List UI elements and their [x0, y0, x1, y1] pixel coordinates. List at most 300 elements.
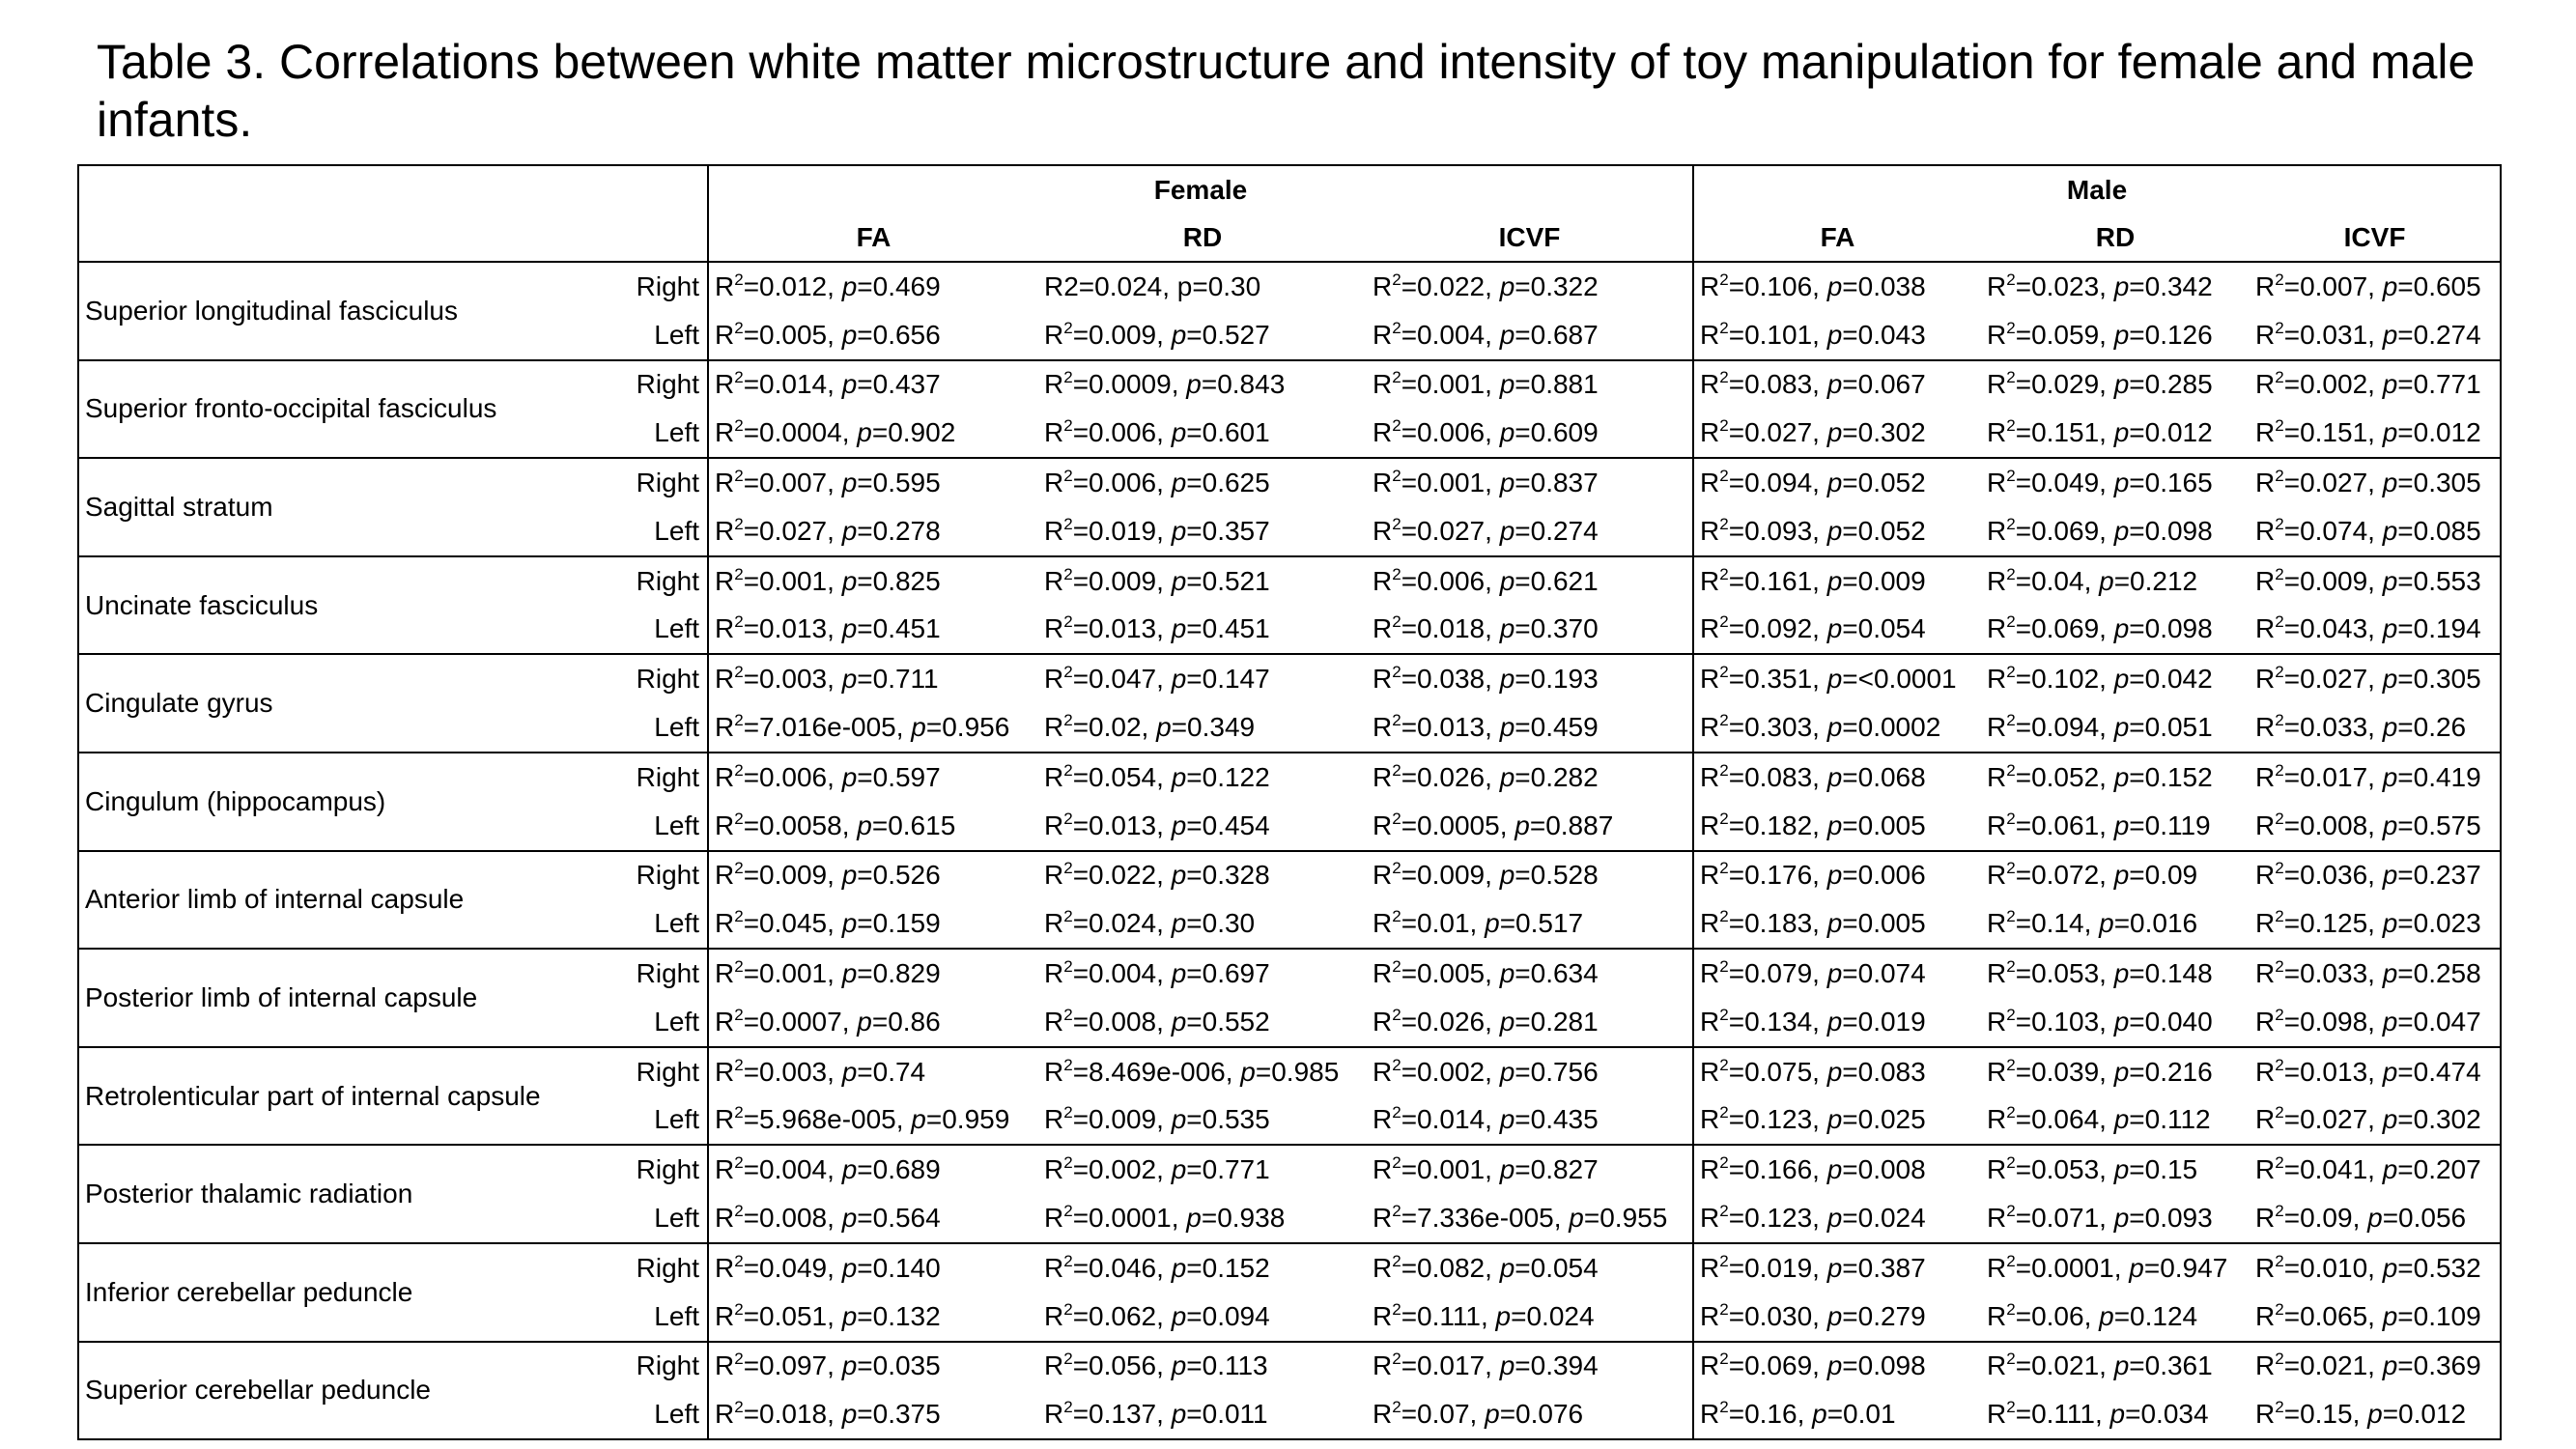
squared-superscript: 2: [734, 270, 744, 289]
stat-cell: [1367, 753, 1693, 802]
p-value: =0.119: [2129, 810, 2211, 840]
squared-superscript: 2: [2006, 1398, 2016, 1417]
p-symbol: p: [1812, 1399, 1827, 1430]
group-header-row: [78, 165, 2501, 213]
p-value: =0.302: [2397, 1104, 2481, 1135]
r-squared-value: =0.103,: [2015, 1006, 2114, 1037]
p-symbol: p: [841, 664, 858, 695]
stat-cell: [1693, 753, 1981, 802]
r-symbol: R: [715, 712, 735, 743]
stat-cell: [1693, 458, 1981, 507]
squared-superscript: 2: [2275, 564, 2284, 583]
p-value: =0.771: [2397, 369, 2481, 400]
r-squared-value: =0.123,: [1728, 1203, 1827, 1234]
p-symbol: p: [2382, 270, 2398, 301]
p-symbol: p: [841, 1056, 858, 1087]
p-symbol: p: [1826, 1203, 1843, 1234]
squared-superscript: 2: [734, 1005, 744, 1024]
r-symbol: R: [1044, 1006, 1064, 1037]
stat-cell: [1981, 802, 2250, 851]
p-value: =0.843: [1201, 369, 1286, 400]
p-value: =0.349: [1171, 712, 1256, 743]
squared-superscript: 2: [734, 907, 744, 926]
stat-cell: [1038, 1047, 1367, 1096]
r-squared-value: =0.049,: [2015, 468, 2114, 498]
stat-cell: [1038, 606, 1367, 655]
r-squared-value: =0.106,: [1728, 270, 1827, 301]
stat-cell: [708, 899, 1038, 949]
stat-cell: [708, 507, 1038, 556]
r-squared-value: =0.006,: [1072, 468, 1172, 498]
p-symbol: p: [2113, 1056, 2130, 1087]
table-row: [78, 1047, 2501, 1096]
r-symbol: R: [1987, 369, 2007, 400]
r-symbol: R: [1987, 1399, 2007, 1430]
r-symbol: R: [1987, 908, 2007, 939]
p-symbol: p: [1156, 712, 1172, 743]
r-symbol: R: [1044, 468, 1064, 498]
p-value: =0.193: [1514, 664, 1599, 695]
r-symbol: R: [1700, 1300, 1720, 1331]
p-value: =0.005: [1842, 810, 1926, 840]
p-symbol: p: [1826, 613, 1843, 644]
p-symbol: p: [841, 270, 858, 301]
p-symbol: p: [2382, 1350, 2398, 1381]
tract-name: Superior fronto-occipital fasciculus: [78, 360, 619, 459]
p-value: =0.689: [857, 1154, 941, 1185]
p-value: =0.756: [1514, 1056, 1599, 1087]
r-squared-value: =0.006,: [1401, 417, 1500, 448]
stat-cell: [1367, 556, 1693, 606]
p-symbol: p: [2113, 860, 2130, 891]
p-symbol: p: [841, 515, 858, 546]
p-value: =0.112: [2129, 1104, 2211, 1135]
p-value: =0.26: [2397, 712, 2467, 743]
stat-cell: [1038, 409, 1367, 458]
r-symbol: R: [2255, 515, 2276, 546]
r-symbol: R: [1373, 908, 1393, 939]
squared-superscript: 2: [1719, 1251, 1729, 1270]
p-symbol: p: [1826, 1104, 1843, 1135]
p-symbol: p: [1485, 908, 1500, 939]
p-symbol: p: [1171, 515, 1187, 546]
r-squared-value: =0.04,: [2015, 565, 2100, 596]
r-symbol: R: [715, 613, 735, 644]
squared-superscript: 2: [2006, 612, 2016, 632]
stat-cell: [708, 802, 1038, 851]
p-value: =0.085: [2397, 515, 2481, 546]
p-value: =0.656: [857, 319, 941, 350]
stat-cell: [2250, 507, 2501, 556]
r-symbol: R: [1044, 712, 1064, 743]
p-symbol: p: [2382, 958, 2398, 989]
stat-cell: [1367, 1342, 1693, 1391]
tract-name: Retrolenticular part of internal capsule: [78, 1047, 619, 1146]
p-value: =0.451: [857, 613, 941, 644]
stat-cell: [1981, 899, 2250, 949]
r-symbol: R: [2255, 664, 2276, 695]
r-symbol: R: [1044, 417, 1064, 448]
p-value: =0.938: [1201, 1203, 1286, 1234]
squared-superscript: 2: [734, 612, 744, 632]
r-symbol: R: [1987, 468, 2007, 498]
r-symbol: R: [2255, 1104, 2276, 1135]
stat-cell: [1038, 360, 1367, 410]
r-symbol: R: [1373, 761, 1393, 792]
r-squared-value: =0.005,: [1401, 958, 1500, 989]
p-value: =0.054: [1842, 613, 1926, 644]
p-symbol: p: [2113, 761, 2130, 792]
r-symbol: R: [1373, 958, 1393, 989]
stat-cell: [708, 1096, 1038, 1146]
p-value: =0.370: [1514, 613, 1599, 644]
r-squared-value: =0.018,: [743, 1399, 842, 1430]
r-symbol: R: [1987, 712, 2007, 743]
squared-superscript: 2: [2275, 1103, 2284, 1122]
p-value: =0.526: [857, 860, 941, 891]
r-symbol: R: [1987, 1104, 2007, 1135]
squared-superscript: 2: [734, 760, 744, 780]
p-symbol: p: [2382, 1300, 2398, 1331]
stat-cell: [708, 851, 1038, 900]
r-squared-value: =0.07,: [1401, 1399, 1486, 1430]
p-symbol: p: [1499, 860, 1515, 891]
measure-header-female-icvf: ICVF: [1498, 221, 1561, 252]
squared-superscript: 2: [1719, 1202, 1729, 1221]
stat-cell: [2250, 949, 2501, 998]
stat-cell: [1981, 949, 2250, 998]
stat-cell: [1981, 998, 2250, 1047]
p-symbol: p: [2382, 369, 2398, 400]
squared-superscript: 2: [2006, 467, 2016, 486]
stat-cell: [1693, 703, 1981, 753]
r-squared-value: =0.009,: [1072, 319, 1172, 350]
stat-cell: [1038, 1243, 1367, 1293]
squared-superscript: 2: [2006, 1153, 2016, 1173]
squared-superscript: 2: [734, 1398, 744, 1417]
r-squared-value: =0.027,: [743, 515, 842, 546]
p-symbol: p: [1826, 565, 1843, 596]
r-symbol: R: [715, 1104, 735, 1135]
p-value: =0.035: [857, 1350, 941, 1381]
tract-name: Superior longitudinal fasciculus: [78, 262, 619, 360]
stat-cell: [1981, 360, 2250, 410]
squared-superscript: 2: [2275, 612, 2284, 632]
p-symbol: p: [1171, 565, 1187, 596]
r-symbol: R: [1987, 319, 2007, 350]
squared-superscript: 2: [1719, 270, 1729, 289]
squared-superscript: 2: [2275, 416, 2284, 436]
p-value: =0.194: [2397, 613, 2481, 644]
p-value: =0.012: [2397, 417, 2481, 448]
table-caption: Table 3. Correlations between white matter microstructure and intensity of toy manipulation for female and male infants.: [97, 35, 2476, 147]
stat-cell: [2250, 1194, 2501, 1243]
stat-cell: [1693, 409, 1981, 458]
r-squared-value: =0.0005,: [1401, 810, 1515, 840]
p-symbol: p: [1499, 1006, 1515, 1037]
squared-superscript: 2: [2275, 663, 2284, 682]
squared-superscript: 2: [1719, 1005, 1729, 1024]
stat-cell: [1981, 703, 2250, 753]
r-symbol: R: [1987, 515, 2007, 546]
stat-cell: [1038, 851, 1367, 900]
squared-superscript: 2: [2006, 957, 2016, 977]
r-squared-value: =0.0009,: [1072, 369, 1187, 400]
p-symbol: p: [841, 958, 858, 989]
r-squared-value: =0.06,: [2015, 1300, 2100, 1331]
squared-superscript: 2: [2006, 416, 2016, 436]
p-symbol: p: [1826, 1006, 1843, 1037]
squared-superscript: 2: [1719, 760, 1729, 780]
correlations-table: [77, 164, 2502, 1440]
r-symbol: R: [715, 1300, 735, 1331]
stat-cell: [2250, 899, 2501, 949]
stat-cell: [1693, 1342, 1981, 1391]
squared-superscript: 2: [2006, 1055, 2016, 1074]
r-squared-value: =0.16,: [1728, 1399, 1813, 1430]
stat-cell: [1367, 311, 1693, 360]
p-value: =0.067: [1842, 369, 1926, 400]
r-symbol: R: [1044, 1104, 1064, 1135]
table-row: [78, 1342, 2501, 1391]
r-squared-value: =0.018,: [1401, 613, 1500, 644]
r-squared-value: =0.021,: [2283, 1350, 2383, 1381]
p-value: =0.532: [2397, 1252, 2481, 1283]
squared-superscript: 2: [734, 514, 744, 533]
p-symbol: p: [1171, 1104, 1187, 1135]
stat-cell: [708, 949, 1038, 998]
p-value: =0.437: [857, 369, 941, 400]
p-value: =0.212: [2113, 565, 2198, 596]
squared-superscript: 2: [1719, 809, 1729, 828]
squared-superscript: 2: [1063, 1153, 1073, 1173]
r-symbol: R: [2255, 1252, 2276, 1283]
r-squared-value: =0.0004,: [743, 417, 858, 448]
r-symbol: R: [1700, 468, 1720, 498]
p-symbol: p: [1171, 664, 1187, 695]
r-symbol: R: [1700, 1350, 1720, 1381]
p-value: =0.093: [2129, 1203, 2213, 1234]
hemisphere-label: Left: [654, 319, 699, 350]
p-value: =0.113: [1186, 1350, 1268, 1381]
p-symbol: p: [2113, 369, 2130, 400]
p-symbol: p: [2382, 908, 2398, 939]
squared-superscript: 2: [1063, 564, 1073, 583]
p-value: =0.098: [2129, 515, 2213, 546]
r-symbol: R: [1373, 1252, 1393, 1283]
r-squared-value: =0.047,: [1072, 664, 1172, 695]
p-value: =0.148: [2129, 958, 2213, 989]
hemisphere-label: Left: [654, 1104, 699, 1135]
r-squared-value: =0.006,: [1401, 565, 1500, 596]
p-symbol: p: [1186, 369, 1202, 400]
stat-cell: [2250, 851, 2501, 900]
squared-superscript: 2: [2275, 809, 2284, 828]
r-symbol: R: [715, 1203, 735, 1234]
p-value: =0.687: [1514, 319, 1599, 350]
r-squared-value: =0.092,: [1728, 613, 1827, 644]
squared-superscript: 2: [2275, 514, 2284, 533]
squared-superscript: 2: [2275, 467, 2284, 486]
stat-text: R2=0.024, p=0.30: [1044, 270, 1261, 301]
p-value: =0.521: [1186, 565, 1270, 596]
r-symbol: R: [715, 565, 735, 596]
squared-superscript: 2: [1719, 1398, 1729, 1417]
r-symbol: R: [2255, 319, 2276, 350]
r-squared-value: =0.021,: [2015, 1350, 2114, 1381]
squared-superscript: 2: [2006, 1350, 2016, 1369]
stat-cell: [708, 703, 1038, 753]
p-value: =0.955: [1583, 1203, 1668, 1234]
r-symbol: R: [2255, 369, 2276, 400]
squared-superscript: 2: [2006, 859, 2016, 878]
p-value: =0.564: [857, 1203, 941, 1234]
squared-superscript: 2: [1392, 957, 1401, 977]
r-symbol: R: [1700, 1104, 1720, 1135]
p-symbol: p: [1826, 270, 1843, 301]
p-value: =0.697: [1186, 958, 1270, 989]
stat-cell: [1981, 1342, 2250, 1391]
stat-cell: [1367, 262, 1693, 311]
p-value: =0.126: [2129, 319, 2213, 350]
p-symbol: p: [1499, 468, 1515, 498]
hemisphere-label: Left: [654, 1006, 699, 1037]
squared-superscript: 2: [2006, 1202, 2016, 1221]
r-squared-value: =0.024,: [1072, 908, 1172, 939]
squared-superscript: 2: [1719, 1055, 1729, 1074]
r-symbol: R: [1987, 958, 2007, 989]
squared-superscript: 2: [1392, 1350, 1401, 1369]
r-symbol: R: [1044, 860, 1064, 891]
r-symbol: R: [715, 761, 735, 792]
r-symbol: R: [2255, 613, 2276, 644]
p-symbol: p: [1499, 319, 1515, 350]
p-value: =0.009: [1842, 565, 1926, 596]
r-squared-value: =0.001,: [743, 565, 842, 596]
squared-superscript: 2: [734, 1055, 744, 1074]
r-squared-value: =0.072,: [2015, 860, 2114, 891]
squared-superscript: 2: [1063, 907, 1073, 926]
measure-header-male-rd: RD: [2095, 221, 2136, 252]
hemisphere-label: Left: [654, 1203, 699, 1234]
table-body: [78, 262, 2501, 1439]
stat-cell: [2250, 556, 2501, 606]
r-symbol: R: [715, 860, 735, 891]
r-symbol: R: [1373, 712, 1393, 743]
stat-cell: [1367, 654, 1693, 703]
p-symbol: p: [841, 468, 858, 498]
r-symbol: R: [2255, 761, 2276, 792]
p-value: =0.054: [1514, 1252, 1599, 1283]
p-value: =0.207: [2397, 1154, 2481, 1185]
p-symbol: p: [2382, 1006, 2398, 1037]
stat-cell: [1693, 949, 1981, 998]
p-symbol: p: [2367, 1399, 2383, 1430]
squared-superscript: 2: [2275, 270, 2284, 289]
p-value: =0.012: [2382, 1399, 2467, 1430]
p-symbol: p: [2113, 1104, 2130, 1135]
p-symbol: p: [1171, 319, 1187, 350]
r-symbol: R: [2255, 1350, 2276, 1381]
p-symbol: p: [1826, 319, 1843, 350]
p-symbol: p: [1499, 664, 1515, 695]
p-symbol: p: [841, 1300, 858, 1331]
squared-superscript: 2: [2006, 907, 2016, 926]
stat-cell: [1693, 899, 1981, 949]
stat-cell: [1693, 1047, 1981, 1096]
stat-cell: [1367, 998, 1693, 1047]
stat-cell: [1981, 409, 2250, 458]
stat-cell: [708, 311, 1038, 360]
stat-cell: [1038, 1145, 1367, 1194]
p-value: =0.947: [2143, 1252, 2228, 1283]
squared-superscript: 2: [1392, 711, 1401, 730]
squared-superscript: 2: [734, 1103, 744, 1122]
r-symbol: R: [2255, 1154, 2276, 1185]
r-symbol: R: [715, 1006, 735, 1037]
p-symbol: p: [2367, 1203, 2383, 1234]
r-symbol: R: [1373, 860, 1393, 891]
r-symbol: R: [715, 908, 735, 939]
r-symbol: R: [1044, 319, 1064, 350]
p-value: =0.837: [1514, 468, 1599, 498]
r-squared-value: =0.183,: [1728, 908, 1827, 939]
stat-cell: [1038, 458, 1367, 507]
p-value: =0.827: [1514, 1154, 1599, 1185]
r-symbol: R: [1700, 664, 1720, 695]
r-squared-value: =0.030,: [1728, 1300, 1827, 1331]
p-value: =0.527: [1186, 319, 1270, 350]
stat-cell: [1367, 802, 1693, 851]
measure-header-female-fa: FA: [708, 213, 1038, 262]
squared-superscript: 2: [1063, 663, 1073, 682]
squared-superscript: 2: [1392, 809, 1401, 828]
stat-cell: [1693, 311, 1981, 360]
r-symbol: R: [1044, 515, 1064, 546]
p-symbol: p: [1171, 810, 1187, 840]
r-squared-value: =0.013,: [743, 613, 842, 644]
p-symbol: p: [1499, 369, 1515, 400]
measure-header-male-icvf: ICVF: [2343, 221, 2406, 252]
stat-cell: [1038, 899, 1367, 949]
squared-superscript: 2: [1392, 1398, 1401, 1417]
stat-cell: [1367, 1194, 1693, 1243]
p-value: =0.023: [2397, 908, 2481, 939]
p-value: =0.237: [2397, 860, 2481, 891]
p-value: =0.024: [1842, 1203, 1926, 1234]
r-symbol: R: [2255, 860, 2276, 891]
r-symbol: R: [1987, 1006, 2007, 1037]
p-symbol: p: [2113, 664, 2130, 695]
p-symbol: p: [1499, 515, 1515, 546]
p-value: =0.274: [2397, 319, 2481, 350]
r-squared-value: =0.027,: [2283, 1104, 2383, 1135]
r-symbol: R: [1700, 712, 1720, 743]
r-squared-value: =0.125,: [2283, 908, 2383, 939]
r-squared-value: =0.008,: [1072, 1006, 1172, 1037]
r-squared-value: =5.968e-005,: [743, 1104, 912, 1135]
r-squared-value: =0.007,: [743, 468, 842, 498]
p-value: =0.305: [2397, 468, 2481, 498]
r-squared-value: =0.001,: [1401, 1154, 1500, 1185]
p-value: =0.302: [1842, 417, 1926, 448]
squared-superscript: 2: [1392, 416, 1401, 436]
r-squared-value: =0.052,: [2015, 761, 2114, 792]
stat-cell: [2250, 409, 2501, 458]
p-value: =0.0002: [1842, 712, 1941, 743]
tract-name: Uncinate fasciculus: [78, 556, 619, 655]
p-symbol: p: [2129, 1252, 2144, 1283]
